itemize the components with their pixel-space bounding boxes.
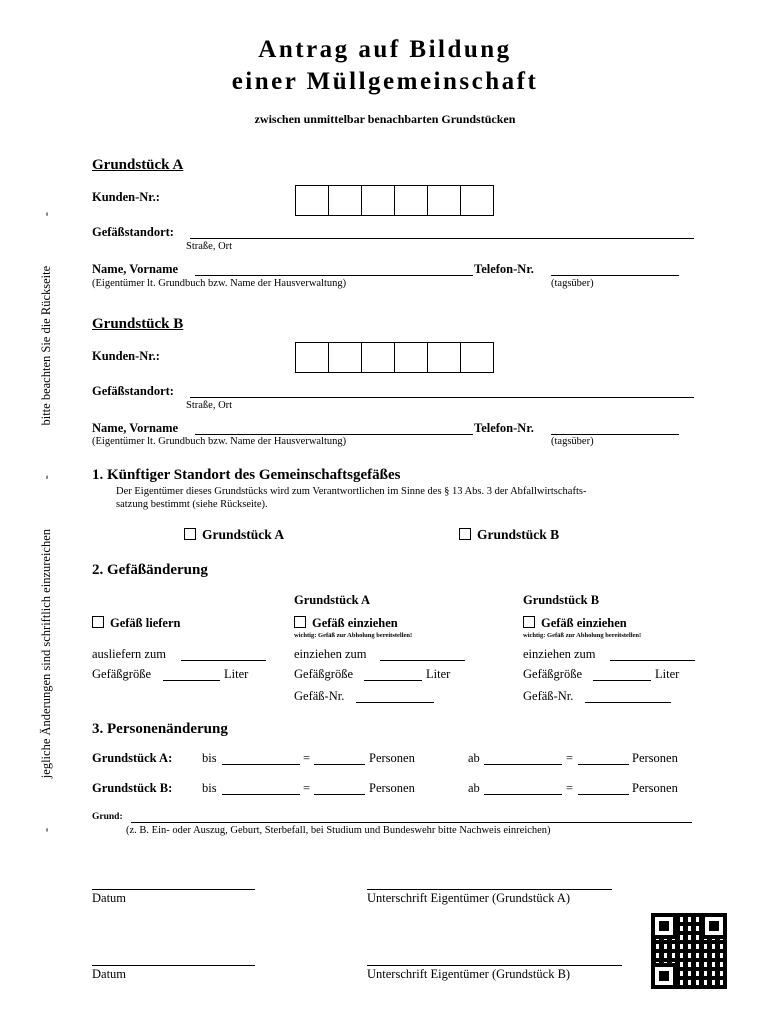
eigentuemer-hint-a: (Eigentümer lt. Grundbuch bzw. Name der Hausverwaltung) [92, 278, 347, 289]
personen-label: Personen [632, 781, 678, 795]
gefaessgroesse-field-a[interactable] [364, 680, 422, 681]
gefaess-col-b: Grundstück B [523, 593, 600, 607]
gefaess-nr-field-b[interactable] [585, 702, 671, 703]
personen-count-field-b2[interactable] [578, 794, 629, 795]
datum-label-1: Datum [92, 891, 127, 905]
gefaessstandort-field-a[interactable] [190, 238, 694, 239]
section-grundstueck-a: Grundstück A [92, 157, 184, 173]
gefaessgroesse-label-b: Gefäßgröße [523, 667, 582, 681]
sidebar-note [38, 212, 54, 832]
ausliefern-zum-field[interactable] [181, 660, 266, 661]
ab-field-a[interactable] [484, 764, 562, 765]
gefaess-nr-label-a: Gefäß-Nr. [294, 689, 345, 703]
page-subtitle: zwischen unmittelbar benachbarten Grundstücken [254, 112, 516, 126]
gefaess-liefern-label: Gefäß liefern [110, 616, 181, 630]
section-3-heading: 3. Personenänderung [92, 721, 228, 737]
ausliefern-zum-label: ausliefern zum [92, 647, 166, 661]
strasse-ort-hint-a: Straße, Ort [186, 241, 233, 252]
gefaess-einziehen-label-b: Gefäß einziehen [541, 616, 627, 630]
sidebar-text-backside: bitte beachten Sie die Rückseite [38, 265, 53, 426]
gefaess-einziehen-label-a: Gefäß einziehen [312, 616, 398, 630]
section-1-heading: 1. Künftiger Standort des Gemeinschaftsgefäßes [92, 467, 401, 483]
gefaess-col-a: Grundstück A [294, 593, 371, 607]
wichtig-hint-b: wichtig: Gefäß zur Abholung bereitstellen! [523, 632, 642, 639]
standort-option-b[interactable] [459, 527, 559, 543]
name-label-a: Name, Vorname [92, 262, 179, 276]
checkbox-icon[interactable] [523, 616, 535, 628]
bis-field-a[interactable] [222, 764, 300, 765]
digit-box[interactable] [328, 342, 362, 373]
kunden-nr-boxes-a[interactable] [296, 185, 494, 216]
einziehen-zum-label-b: einziehen zum [523, 647, 596, 661]
qr-finder-pattern [651, 963, 677, 989]
digit-box[interactable] [460, 342, 494, 373]
einziehen-zum-field-a[interactable] [380, 660, 465, 661]
signature-field-b[interactable] [367, 965, 622, 966]
grund-hint: (z. B. Ein- oder Auszug, Geburt, Sterbefall, bei Studium und Bundeswehr bitte Nachweis einreichen) [126, 825, 551, 836]
equals-sign: = [303, 781, 311, 795]
ab-label-a: ab [468, 751, 480, 765]
liter-label-a: Liter [426, 667, 451, 681]
sidebar-dash: - [38, 827, 53, 832]
bis-label-a: bis [202, 751, 217, 765]
personen-row-a-label: Grundstück A: [92, 751, 173, 765]
gefaessgroesse-label-1: Gefäßgröße [92, 667, 151, 681]
bis-field-b[interactable] [222, 794, 300, 795]
section-2-heading: 2. Gefäßänderung [92, 562, 208, 578]
page-title: Antrag auf Bildung [258, 36, 512, 63]
eigentuemer-hint-b: (Eigentümer lt. Grundbuch bzw. Name der Hausverwaltung) [92, 436, 347, 447]
name-field-b[interactable] [195, 434, 473, 435]
liter-label-b: Liter [655, 667, 680, 681]
name-label-b: Name, Vorname [92, 421, 179, 435]
standort-option-a-label: Grundstück A [202, 527, 285, 542]
personen-label: Personen [369, 781, 415, 795]
kunden-nr-label-b: Kunden-Nr.: [92, 349, 160, 363]
grund-label: Grund: [92, 812, 123, 822]
qr-code-image [651, 913, 727, 989]
gefaess-einziehen-option-b[interactable] [523, 616, 627, 631]
checkbox-icon[interactable] [459, 528, 471, 540]
gefaess-liefern-option[interactable] [92, 616, 180, 631]
signature-field-a[interactable] [367, 889, 612, 890]
digit-box[interactable] [394, 342, 428, 373]
checkbox-icon[interactable] [92, 616, 104, 628]
digit-box[interactable] [427, 185, 461, 216]
personen-count-field-b1[interactable] [314, 794, 365, 795]
gefaessstandort-label-b: Gefäßstandort: [92, 384, 174, 398]
digit-box[interactable] [427, 342, 461, 373]
bis-label-b: bis [202, 781, 217, 795]
telefon-field-b[interactable] [551, 434, 679, 435]
gefaessgroesse-label-a: Gefäßgröße [294, 667, 353, 681]
gefaessstandort-label-a: Gefäßstandort: [92, 225, 174, 239]
name-field-a[interactable] [195, 275, 473, 276]
ab-label-b: ab [468, 781, 480, 795]
kunden-nr-label-a: Kunden-Nr.: [92, 190, 160, 204]
page-title-line2: einer Müllgemeinschaft [231, 68, 539, 95]
qr-finder-pattern [701, 913, 727, 939]
ab-field-b[interactable] [484, 794, 562, 795]
liter-label-1: Liter [224, 667, 249, 681]
personen-count-field-a1[interactable] [314, 764, 365, 765]
gefaessstandort-field-b[interactable] [190, 397, 694, 398]
personen-count-field-a2[interactable] [578, 764, 629, 765]
personen-label: Personen [369, 751, 415, 765]
tagsueber-hint-a: (tagsüber) [551, 278, 594, 289]
digit-box[interactable] [295, 342, 329, 373]
standort-option-b-label: Grundstück B [477, 527, 560, 542]
signature-label-b: Unterschrift Eigentümer (Grundstück B) [367, 967, 571, 981]
standort-option-a[interactable] [184, 527, 284, 543]
signature-label-a: Unterschrift Eigentümer (Grundstück A) [367, 891, 571, 905]
gefaess-einziehen-option-a[interactable] [294, 616, 398, 631]
strasse-ort-hint-b: Straße, Ort [186, 400, 233, 411]
kunden-nr-boxes-b[interactable] [296, 342, 494, 373]
telefon-label-a: Telefon-Nr. [474, 262, 534, 276]
section-1-text-line2: satzung bestimmt (siehe Rückseite). [116, 499, 268, 510]
datum-field-2[interactable] [92, 965, 255, 966]
datum-field-1[interactable] [92, 889, 255, 890]
sidebar-dash: - [38, 212, 53, 217]
einziehen-zum-label-a: einziehen zum [294, 647, 367, 661]
wichtig-hint-a: wichtig: Gefäß zur Abholung bereitstellen! [294, 632, 413, 639]
telefon-label-b: Telefon-Nr. [474, 421, 534, 435]
digit-box[interactable] [361, 185, 395, 216]
telefon-field-a[interactable] [551, 275, 679, 276]
sidebar-text-changes: jegliche Änderungen sind schriftlich einzureichen [38, 528, 53, 779]
section-grundstueck-b: Grundstück B [92, 316, 184, 332]
equals-sign: = [566, 781, 574, 795]
section-1-text: Der Eigentümer dieses Grundstücks wird zum Verantwortlichen im Sinne des § 13 Abs. 3 der Abfallwirtschafts- [116, 486, 587, 497]
gefaessgroesse-field-1[interactable] [163, 680, 220, 681]
checkbox-icon[interactable] [294, 616, 306, 628]
sidebar-dash: - [38, 475, 53, 480]
datum-label-2: Datum [92, 967, 127, 981]
digit-box[interactable] [295, 185, 329, 216]
einziehen-zum-field-b[interactable] [610, 660, 695, 661]
tagsueber-hint-b: (tagsüber) [551, 436, 594, 447]
digit-box[interactable] [361, 342, 395, 373]
digit-box[interactable] [460, 185, 494, 216]
equals-sign: = [566, 751, 574, 765]
personen-label: Personen [632, 751, 678, 765]
equals-sign: = [303, 751, 311, 765]
personen-row-b-label: Grundstück B: [92, 781, 173, 795]
digit-box[interactable] [394, 185, 428, 216]
gefaess-nr-field-a[interactable] [356, 702, 434, 703]
qr-finder-pattern [651, 913, 677, 939]
grund-field[interactable] [131, 822, 692, 823]
gefaessgroesse-field-b[interactable] [593, 680, 651, 681]
digit-box[interactable] [328, 185, 362, 216]
gefaess-nr-label-b: Gefäß-Nr. [523, 689, 574, 703]
checkbox-icon[interactable] [184, 528, 196, 540]
